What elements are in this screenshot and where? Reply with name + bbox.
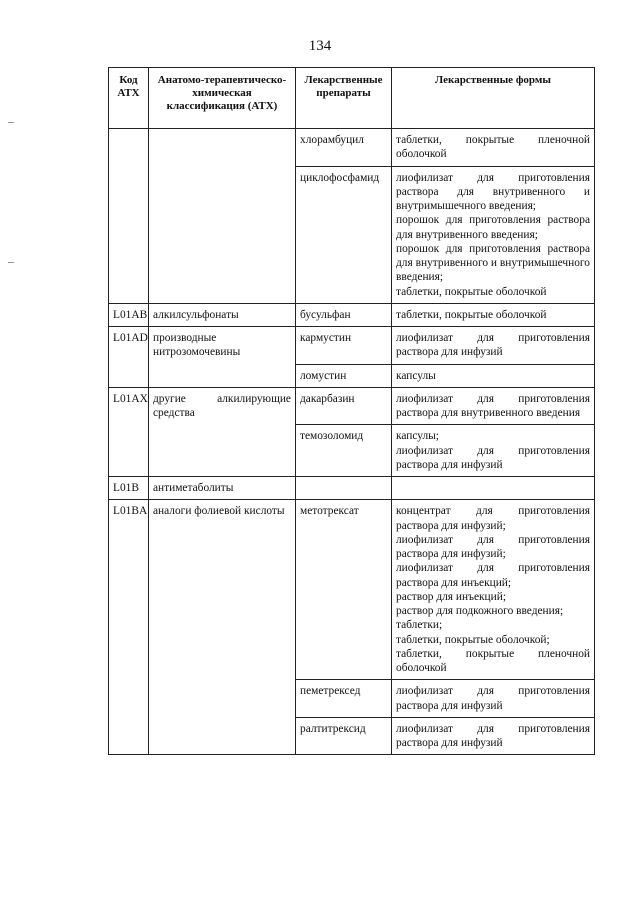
cell-dosage-forms [392, 425, 595, 477]
cell-dosage-forms [392, 680, 595, 718]
table-row [109, 500, 595, 680]
cell-classification [149, 129, 296, 304]
cell-atc-code: L01BA [109, 500, 149, 755]
header-code: Код АТХ [109, 68, 149, 129]
cell-classification: производные нитрозомочевины [149, 327, 296, 388]
cell-classification: аналоги фолиевой кислоты [149, 500, 296, 755]
dosage-form-item: порошок для приготовления раствора для внутривенного и внутримышечного введения; [396, 242, 590, 284]
header-drugs: Лекарственные препараты [296, 68, 392, 129]
cell-drug: кармустин [296, 327, 392, 365]
dosage-form-item: лиофилизат для приготовления раствора для инфузий [396, 722, 590, 749]
cell-atc-code: L01AD [109, 327, 149, 388]
dosage-form-item: раствор для инъекций; [396, 590, 507, 603]
margin-mark [8, 122, 14, 123]
dosage-form-item: лиофилизат для приготовления раствора для внутривенного введения [396, 392, 590, 419]
dosage-form-item: лиофилизат для приготовления раствора для инфузий [396, 685, 590, 712]
table-row [109, 327, 595, 365]
page-number: 134 [308, 38, 332, 54]
table-body [109, 129, 595, 755]
cell-dosage-forms [392, 500, 595, 680]
table-row [109, 387, 595, 425]
dosage-form-item: таблетки; [396, 619, 443, 632]
dosage-form-item: лиофилизат для приготовления раствора для внутривенного и внутримышечного введения; [396, 171, 590, 212]
dosage-form-item: таблетки, покрытые пленочной оболочкой [396, 134, 590, 161]
cell-atc-code [109, 129, 149, 304]
cell-drug: циклофосфамид [296, 166, 392, 303]
dosage-form-item: таблетки, покрытые пленочной оболочкой [396, 647, 590, 674]
cell-drug: бусульфан [296, 303, 392, 326]
dosage-form-item: таблетки, покрытые оболочкой [396, 285, 547, 298]
dosage-form-item: порошок для приготовления раствора для внутривенного введения; [396, 214, 590, 241]
cell-dosage-forms [392, 477, 595, 500]
dosage-form-item: капсулы [396, 369, 436, 382]
header-forms: Лекарственные формы [392, 68, 595, 129]
cell-drug: пеметрексед [296, 680, 392, 718]
cell-dosage-forms [392, 303, 595, 326]
cell-dosage-forms [392, 387, 595, 425]
cell-drug: хлорамбуцил [296, 129, 392, 167]
atc-drug-table [108, 67, 595, 755]
table-row [109, 477, 595, 500]
cell-atc-code: L01AX [109, 387, 149, 476]
cell-atc-code: L01B [109, 477, 149, 500]
cell-drug: дакарбазин [296, 387, 392, 425]
cell-dosage-forms [392, 717, 595, 755]
dosage-form-item: лиофилизат для приготовления раствора для инъекций; [396, 562, 590, 589]
dosage-form-item: лиофилизат для приготовления раствора для инфузий; [396, 533, 590, 560]
margin-mark [8, 262, 14, 263]
dosage-form-item: раствор для подкожного введения; [396, 605, 564, 617]
cell-drug: ломустин [296, 364, 392, 387]
table-row [109, 303, 595, 326]
cell-classification: алкилсульфонаты [149, 303, 296, 326]
cell-drug [296, 477, 392, 500]
table-header-row [109, 68, 595, 129]
dosage-form-item: капсулы; [396, 430, 439, 443]
cell-dosage-forms [392, 129, 595, 167]
dosage-form-item: таблетки, покрытые оболочкой; [396, 633, 550, 646]
cell-drug: ралтитрексид [296, 717, 392, 755]
dosage-form-item: таблетки, покрытые оболочкой [396, 308, 547, 321]
dosage-form-item: концентрат для приготовления раствора для инфузий; [396, 505, 590, 532]
cell-dosage-forms [392, 364, 595, 387]
cell-drug: темозоломид [296, 425, 392, 477]
dosage-form-item: лиофилизат для приготовления раствора для инфузий [396, 332, 590, 359]
cell-drug: метотрексат [296, 500, 392, 680]
cell-classification: другие алкилирующие средства [149, 387, 296, 476]
cell-atc-code: L01AB [109, 303, 149, 326]
header-classification: Анатомо-терапевтическо-химическая классификация (АТХ) [149, 68, 296, 129]
cell-dosage-forms [392, 327, 595, 365]
table-row [109, 129, 595, 167]
cell-dosage-forms [392, 166, 595, 303]
dosage-form-item: лиофилизат для приготовления раствора для инфузий [396, 444, 590, 471]
cell-classification: антиметаболиты [149, 477, 296, 500]
